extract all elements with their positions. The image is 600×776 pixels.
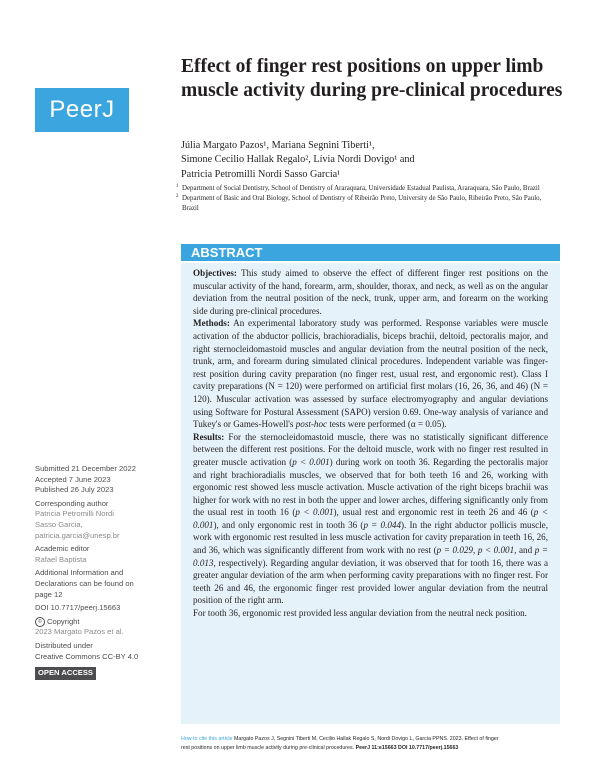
author-list [181,139,561,182]
p-value: p = 0.013 [193,545,548,568]
published-row [35,485,167,496]
abstract-results [193,431,548,607]
cite-journal-link[interactable]: PeerJ 11:e15663 DOI 10.7717/peerj.15663 [355,745,459,751]
license-block [35,641,167,662]
corresponding-email-link[interactable]: patricia.garcia@unesp.br [35,530,120,540]
results-text: , and [514,545,535,556]
abstract-methods [193,317,548,430]
copyright-icon: © [35,617,45,627]
doi-row [35,603,167,614]
doi-label: DOI [35,603,49,613]
additional-info-link[interactable]: page 12 [35,589,63,599]
dates-block [35,464,167,496]
peerj-logo: PeerJ [35,88,129,132]
p-value: p = 0.029 [436,545,473,556]
methods-text: tests were performed (α = 0.05). [329,419,447,430]
editor-block [35,544,167,565]
submitted-label: Submitted [35,464,70,473]
accepted-date: 7 June 2023 [68,474,111,484]
editor-label: Academic editor [35,544,90,554]
published-date: 26 July 2023 [70,485,114,495]
methods-text: An experimental laboratory study was performed. Response variables were muscle activation of the abductor pollicis, brachioradialis, biceps brachii, deltoid, pectoralis major, and right sternocleidomastoid muscles and angular deviation from the neutral position of the neck, trunk, arm, and forearm during simulated clinical procedures. Independent variable was finger-rest position during cavity preparation (no finger rest, usual rest, and ergonomic rest). Class I cavity preparations (N = 120) were performed on artificial first molars (16, 26, 36, and 46) (N = 120). Muscular activation was assessed by surface electromyography and angular deviations using Software for Postural Assessment (SAPO) version 0.69. One-way analysis of variance and Tukey's or Games-Howell's [193,318,548,430]
results-text: , respectively). Regarding angular deviation, it was observed that for tooth 16, there was a greater angular deviation of the arm when performing cavity preparations with no finger rest. For teeth 26 and 46, the ergonomic finger rest provided lower angular deviation from the neutral position of the right arm. [193,557,548,606]
results-text: ), and only ergonomic rest in tooth 36 ( [213,519,364,530]
citation-footer [181,735,561,753]
affiliation-item [176,184,556,193]
cite-text: rest positions on upper limb muscle activity during pre-clinical procedures. [181,745,355,751]
submitted-date: 21 December 2022 [71,464,136,473]
author-line: Patricia Petromilli Nordi Sasso Garcia¹ [181,168,341,180]
corresponding-name: Patricia Petromilli Nordi [35,509,114,519]
affiliations [176,184,556,214]
accepted-label: Accepted [35,474,67,484]
methods-label: Methods: [193,318,230,329]
license-text: Distributed under [35,640,93,650]
additional-info-block [35,568,167,600]
affiliation-item [176,194,556,213]
p-value: p < 0.001 [477,545,515,556]
article-title: Effect of finger rest positions on upper limb muscle activity during pre-clinical procedures [181,56,563,101]
p-value: p < 0.001 [292,456,330,467]
copyright-block [35,617,167,638]
abstract-objectives [193,267,548,317]
objectives-label: Objectives: [193,268,237,278]
affiliation-text: Department of Social Dentistry, School of Dentistry of Araraquara, Universidade Estadual Paulista, Araraquara, São Paulo, Brazil [182,185,540,192]
abstract-body [181,263,560,724]
doi-block [35,603,167,614]
submitted-row [35,464,167,475]
editor-name: Rafael Baptista [35,554,87,564]
doi-link[interactable]: 10.7717/peerj.15663 [50,603,121,613]
results-text: ). In the right abductor pollicis muscle, work with ergonomic rest resulted in less muscle activation for cavity preparation in teeth 16, 26, and 36, which was significantly different from work with no rest ( [193,519,548,556]
objectives-text: This study aimed to observe the effect of different finger rest positions on the muscular activity of the hand, forearm, arm, shoulder, thorax, and neck, as well as on the angular deviation from the neutral position of the neck, trunk, upper arm, and forearm on the working side during pre-clinical procedures. [193,268,548,316]
results-text: ) during work on tooth 36. Regarding the pectoralis major and right brachioradialis muscles, we observed that for both teeth 16 and 26, working with ergonomic rest showed less muscle activation. Muscle activation of the right biceps brachii was higher for work with no rest in both the upper and lower arches, differing significantly only from the usual rest in tooth 16 ( [193,456,548,518]
author-line: Júlia Margato Pazos¹, Mariana Segnini Tiberti¹, [181,140,375,151]
license-link[interactable]: Creative Commons CC-BY 4.0 [35,651,139,661]
article-sidebar [35,464,167,680]
accepted-row [35,475,167,486]
abstract-heading: ABSTRACT [181,244,560,261]
corresponding-author-block [35,499,167,541]
cite-label: How to cite this article [181,736,233,742]
cite-text: Margato Pazos J, Segnini Tiberti M, Cecilio Hallak Regalo S, Nordi Dovigo L, Garcia PPNS. 2023. Effect of finger [234,736,499,742]
p-value: p < 0.001 [193,507,548,530]
copyright-holder: 2023 Margato Pazos et al. [35,627,124,637]
results-text: , [472,545,478,556]
results-label: Results: [193,431,225,442]
abstract-final: For tooth 36, ergonomic rest provided less angular deviation from the neutral neck position. [193,608,527,619]
corresponding-name: Sasso Garcia, [35,519,83,529]
corresponding-label: Corresponding author [35,498,109,508]
author-line: Simone Cecilio Hallak Regalo², Lívia Nordi Dovigo¹ and [181,154,415,166]
p-value: p = 0.044 [363,519,401,530]
additional-info-text: Declarations can be found on [35,578,134,588]
additional-info-text: Additional Information and [35,568,124,578]
copyright-label: Copyright [47,616,80,626]
published-label: Published [35,485,69,495]
p-value: p < 0.001 [295,507,334,518]
affiliation-number: 2 [176,194,179,200]
affiliation-number: 1 [176,184,179,189]
open-access-badge: OPEN ACCESS [35,667,96,680]
methods-italic: post-hoc [295,419,328,430]
results-text: For the sternocleidomastoid muscle, there was no statistically significant difference between the different rest positions. For the deltoid muscle, work with no finger rest resulted in greater muscle activation ( [193,431,548,467]
results-text: ), usual rest and ergonomic rest in teeth 26 and 46 ( [333,507,534,518]
affiliation-text: Department of Basic and Oral Biology, School of Dentistry of Ribeirão Preto, University de São Paulo, Ribeirão Preto, São Paulo, Brazil [182,195,542,212]
copyright-row [35,617,167,628]
